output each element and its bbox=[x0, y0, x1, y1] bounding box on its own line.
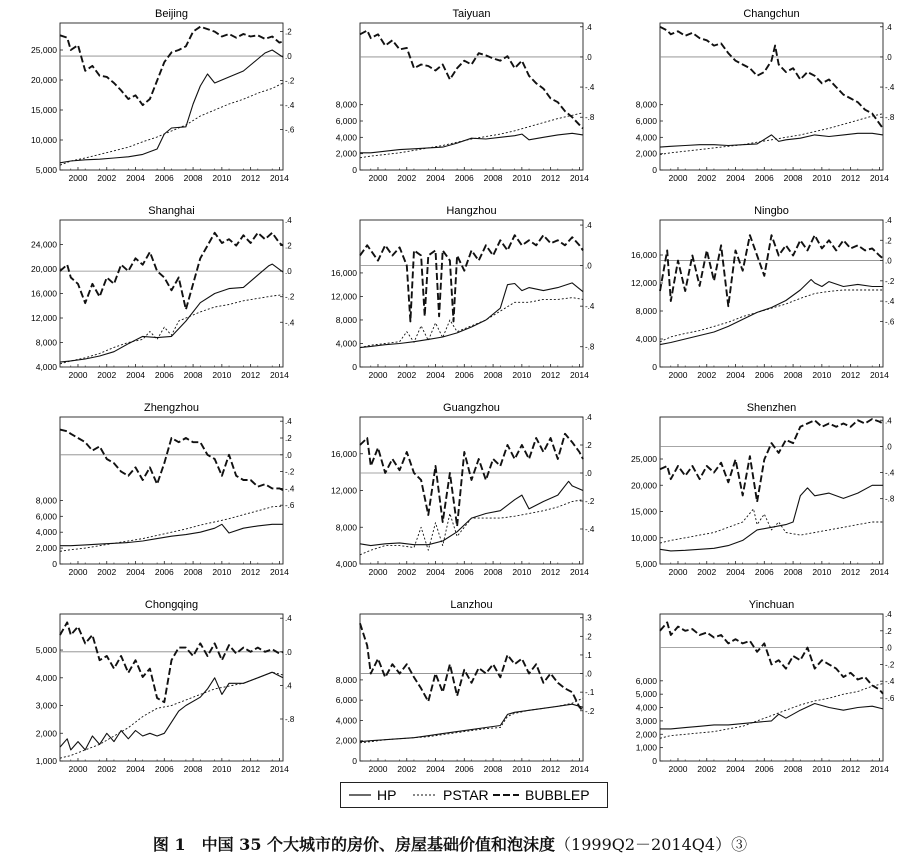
right-tick-label: -.2 bbox=[285, 76, 295, 86]
series-line-hp bbox=[60, 672, 283, 750]
series-line-hp bbox=[360, 133, 583, 153]
chart-title-yinchuan: Yinchuan bbox=[748, 599, 795, 611]
right-tick-label: -.2 bbox=[885, 660, 895, 670]
right-tick-label: .3 bbox=[585, 613, 592, 623]
x-tick-label: 2006 bbox=[154, 173, 174, 183]
chart-svg-shanghai bbox=[0, 197, 300, 394]
left-tick-label: 0 bbox=[652, 362, 657, 372]
x-tick-label: 2010 bbox=[512, 764, 532, 774]
legend-bubble-label: BUBBLEP bbox=[525, 787, 590, 803]
right-tick-label: -.2 bbox=[585, 706, 595, 716]
x-tick-label: 2010 bbox=[812, 370, 832, 380]
series-line-bubblep bbox=[60, 430, 283, 491]
left-tick-label: 0 bbox=[652, 165, 657, 175]
right-tick-label: .0 bbox=[285, 52, 292, 62]
caption-note: （1999Q2－2014Q4）③ bbox=[555, 835, 748, 854]
series-line-bubblep bbox=[360, 235, 583, 321]
left-tick-label: 4,000 bbox=[35, 527, 57, 538]
chart-panel-shenzhen bbox=[600, 394, 900, 591]
legend-hp-label: HP bbox=[377, 787, 397, 803]
x-tick-label: 2012 bbox=[241, 764, 261, 774]
right-tick-label: -.4 bbox=[885, 83, 895, 93]
right-tick-label: .0 bbox=[585, 469, 592, 478]
x-tick-label: 2008 bbox=[483, 370, 503, 380]
left-tick-label: 8,000 bbox=[335, 522, 357, 533]
x-tick-label: 2014 bbox=[569, 370, 589, 380]
series-line-hp bbox=[660, 704, 883, 729]
left-tick-label: 2,000 bbox=[635, 148, 657, 159]
series-line-bubblep bbox=[660, 419, 883, 502]
right-tick-label: .4 bbox=[285, 417, 292, 427]
left-tick-label: 2,000 bbox=[635, 729, 657, 740]
x-tick-label: 2004 bbox=[126, 764, 145, 774]
x-tick-label: 2000 bbox=[668, 764, 688, 774]
chart-panel-hangzhou bbox=[300, 197, 600, 394]
left-tick-label: 25,000 bbox=[631, 454, 657, 464]
x-tick-label: 2010 bbox=[212, 370, 232, 380]
left-tick-label: 4,000 bbox=[335, 559, 357, 569]
legend-svg bbox=[341, 783, 607, 807]
right-tick-label: .4 bbox=[885, 610, 892, 619]
left-tick-label: 6,000 bbox=[635, 675, 657, 686]
right-tick-label: -.4 bbox=[585, 83, 595, 93]
x-tick-label: 2012 bbox=[841, 370, 861, 380]
right-tick-label: .0 bbox=[585, 52, 592, 62]
left-tick-label: 1,000 bbox=[35, 756, 57, 766]
right-tick-label: -.8 bbox=[585, 342, 595, 352]
left-tick-label: 2,000 bbox=[35, 728, 57, 739]
x-tick-label: 2002 bbox=[697, 764, 717, 774]
x-tick-label: 2010 bbox=[812, 764, 832, 774]
series-line-pstar bbox=[660, 290, 883, 342]
series-line-pstar bbox=[360, 113, 583, 158]
x-tick-label: 2006 bbox=[154, 370, 174, 380]
left-tick-label: 5,000 bbox=[635, 559, 657, 569]
x-tick-label: 2008 bbox=[783, 764, 803, 774]
plot-frame bbox=[60, 614, 283, 761]
series-line-bubblep bbox=[660, 27, 883, 129]
left-tick-label: 16,000 bbox=[331, 448, 357, 459]
right-tick-label: .0 bbox=[285, 450, 292, 460]
x-tick-label: 2014 bbox=[869, 764, 889, 774]
x-tick-label: 2008 bbox=[483, 764, 503, 774]
left-tick-label: 2,000 bbox=[335, 148, 357, 159]
x-tick-label: 2000 bbox=[668, 173, 688, 183]
plot-frame bbox=[660, 23, 883, 170]
left-tick-label: 15,000 bbox=[31, 105, 57, 115]
left-tick-label: 4,000 bbox=[335, 715, 357, 726]
left-tick-label: 8,000 bbox=[635, 99, 657, 110]
series-line-hp bbox=[660, 485, 883, 551]
left-tick-label: 6,000 bbox=[635, 116, 657, 126]
x-tick-label: 2002 bbox=[697, 370, 717, 380]
chart-svg-taiyuan bbox=[300, 0, 600, 197]
plot-frame bbox=[60, 23, 283, 170]
right-tick-label: .0 bbox=[885, 442, 892, 452]
x-tick-label: 2004 bbox=[126, 370, 145, 380]
x-tick-label: 2006 bbox=[754, 764, 774, 774]
left-tick-label: 10,000 bbox=[631, 532, 657, 543]
chart-title-lanzhou: Lanzhou bbox=[450, 599, 493, 611]
x-tick-label: 2008 bbox=[783, 567, 803, 577]
right-tick-label: .2 bbox=[285, 27, 292, 37]
x-tick-label: 2008 bbox=[183, 764, 203, 774]
x-tick-label: 2014 bbox=[269, 567, 289, 577]
series-line-hp bbox=[360, 283, 583, 348]
left-tick-label: 4,000 bbox=[35, 362, 57, 372]
x-tick-label: 2002 bbox=[97, 370, 117, 380]
right-tick-label: -.1 bbox=[585, 688, 595, 698]
right-tick-label: -.2 bbox=[885, 276, 895, 286]
x-tick-label: 2014 bbox=[569, 173, 589, 183]
x-tick-label: 2004 bbox=[726, 370, 745, 380]
chart-panel-beijing bbox=[0, 0, 300, 197]
left-tick-label: 5,000 bbox=[635, 689, 657, 700]
x-tick-label: 2002 bbox=[397, 567, 417, 577]
left-tick-label: 8,000 bbox=[335, 674, 357, 685]
right-tick-label: .4 bbox=[285, 681, 292, 691]
x-tick-label: 2010 bbox=[212, 567, 232, 577]
right-tick-label: .4 bbox=[285, 614, 292, 624]
left-tick-label: 6,000 bbox=[35, 511, 57, 522]
x-tick-label: 2012 bbox=[841, 764, 861, 774]
x-tick-label: 2012 bbox=[841, 173, 861, 183]
x-tick-label: 2006 bbox=[454, 567, 474, 577]
left-tick-label: 20,000 bbox=[631, 480, 657, 491]
x-tick-label: 2008 bbox=[783, 370, 803, 380]
left-tick-label: 4,000 bbox=[335, 338, 357, 349]
right-tick-label: .0 bbox=[285, 647, 292, 657]
chart-title-changchun: Changchun bbox=[743, 8, 800, 20]
left-tick-label: 16,000 bbox=[331, 267, 357, 278]
left-tick-label: 8,000 bbox=[335, 314, 357, 325]
chart-panel-chongqing bbox=[0, 591, 300, 788]
x-tick-label: 2014 bbox=[569, 764, 589, 774]
chart-panel-shanghai bbox=[0, 197, 300, 394]
right-tick-label: .2 bbox=[585, 441, 592, 450]
x-tick-label: 2004 bbox=[126, 567, 145, 577]
x-tick-label: 2010 bbox=[512, 173, 532, 183]
series-line-bubblep bbox=[60, 622, 283, 702]
x-tick-label: 2010 bbox=[212, 764, 232, 774]
left-tick-label: 0 bbox=[652, 756, 657, 766]
series-line-pstar bbox=[360, 698, 583, 743]
right-tick-label: .2 bbox=[585, 632, 592, 642]
left-tick-label: 12,000 bbox=[631, 278, 657, 288]
x-tick-label: 2004 bbox=[726, 764, 745, 774]
x-tick-label: 2006 bbox=[454, 764, 474, 774]
right-tick-label: .4 bbox=[585, 221, 592, 231]
left-tick-label: 8,000 bbox=[635, 306, 657, 316]
series-line-pstar bbox=[660, 684, 883, 739]
chart-svg-beijing bbox=[0, 0, 300, 197]
x-tick-label: 2012 bbox=[541, 567, 561, 577]
x-tick-label: 2002 bbox=[397, 173, 417, 183]
right-tick-label: .4 bbox=[885, 216, 892, 225]
right-tick-label: .2 bbox=[885, 236, 892, 246]
series-line-hp bbox=[60, 264, 283, 362]
left-tick-label: 8,000 bbox=[35, 495, 57, 506]
chart-svg-hangzhou bbox=[300, 197, 600, 394]
x-tick-label: 2014 bbox=[569, 567, 589, 577]
left-tick-label: 3,000 bbox=[635, 715, 657, 726]
x-tick-label: 2014 bbox=[869, 567, 889, 577]
x-tick-label: 2000 bbox=[68, 567, 88, 577]
x-tick-label: 2004 bbox=[426, 370, 445, 380]
right-tick-label: .2 bbox=[885, 626, 892, 636]
left-tick-label: 8,000 bbox=[335, 99, 357, 110]
series-line-hp bbox=[660, 280, 883, 345]
chart-title-zhengzhou: Zhengzhou bbox=[143, 402, 200, 414]
right-tick-label: .4 bbox=[885, 416, 892, 426]
chart-svg-chongqing bbox=[0, 591, 300, 788]
right-tick-label: -.4 bbox=[285, 101, 295, 111]
legend-pstar-label: PSTAR bbox=[443, 787, 489, 803]
left-tick-label: 25,000 bbox=[31, 45, 57, 55]
right-tick-label: -.4 bbox=[585, 302, 595, 312]
chart-title-shenzhen: Shenzhen bbox=[746, 402, 797, 414]
x-tick-label: 2002 bbox=[97, 173, 117, 183]
right-tick-label: .4 bbox=[285, 216, 292, 225]
x-tick-label: 2014 bbox=[269, 370, 289, 380]
x-tick-label: 2012 bbox=[541, 764, 561, 774]
right-tick-label: .1 bbox=[585, 650, 592, 660]
x-tick-label: 2000 bbox=[668, 567, 688, 577]
left-tick-label: 4,000 bbox=[335, 132, 357, 143]
chart-svg-guangzhou bbox=[300, 394, 600, 591]
right-tick-label: -.8 bbox=[285, 715, 295, 724]
x-tick-label: 2000 bbox=[68, 764, 88, 774]
left-tick-label: 0 bbox=[352, 362, 357, 372]
left-tick-label: 15,000 bbox=[631, 506, 657, 517]
right-tick-label: .0 bbox=[885, 643, 892, 653]
left-tick-label: 4,000 bbox=[35, 672, 57, 683]
x-tick-label: 2000 bbox=[368, 567, 388, 577]
chart-panel-yinchuan bbox=[600, 591, 900, 788]
left-tick-label: 2,000 bbox=[335, 735, 357, 746]
left-tick-label: 4,000 bbox=[635, 334, 657, 344]
x-tick-label: 2008 bbox=[783, 173, 803, 183]
right-tick-label: .0 bbox=[585, 261, 592, 271]
x-tick-label: 2008 bbox=[483, 567, 503, 577]
series-line-hp bbox=[360, 481, 583, 545]
chart-panel-taiyuan bbox=[300, 0, 600, 197]
right-tick-label: .0 bbox=[885, 256, 892, 266]
left-tick-label: 5,000 bbox=[35, 645, 57, 656]
x-tick-label: 2012 bbox=[841, 567, 861, 577]
x-tick-label: 2004 bbox=[426, 764, 445, 774]
right-tick-label: -.2 bbox=[585, 497, 595, 506]
series-line-pstar bbox=[360, 500, 583, 555]
left-tick-label: 3,000 bbox=[35, 700, 57, 711]
x-tick-label: 2012 bbox=[241, 173, 261, 183]
x-tick-label: 2014 bbox=[869, 370, 889, 380]
right-tick-label: .4 bbox=[585, 22, 592, 32]
left-tick-label: 10,000 bbox=[31, 135, 57, 145]
series-line-bubblep bbox=[360, 623, 583, 711]
chart-panel-zhengzhou bbox=[0, 394, 300, 591]
chart-svg-lanzhou bbox=[300, 591, 600, 788]
series-line-bubblep bbox=[360, 434, 583, 526]
right-tick-label: -.4 bbox=[885, 468, 895, 478]
left-tick-label: 4,000 bbox=[635, 132, 657, 143]
figure-caption bbox=[0, 832, 900, 855]
right-tick-label: -.8 bbox=[885, 113, 895, 123]
series-line-pstar bbox=[60, 672, 283, 758]
caption-text: 图 1 中国 35 个大城市的房价、房屋基础价值和泡沫度 bbox=[152, 835, 556, 854]
x-tick-label: 2004 bbox=[726, 173, 745, 183]
right-tick-label: .4 bbox=[885, 22, 892, 32]
x-tick-label: 2002 bbox=[397, 764, 417, 774]
left-tick-label: 16,000 bbox=[31, 288, 57, 299]
series-line-hp bbox=[60, 524, 283, 545]
chart-panel-changchun bbox=[600, 0, 900, 197]
right-tick-label: -.4 bbox=[285, 318, 295, 328]
right-tick-label: .2 bbox=[285, 434, 292, 443]
x-tick-label: 2004 bbox=[426, 173, 445, 183]
series-line-pstar bbox=[660, 509, 883, 543]
left-tick-label: 24,000 bbox=[31, 239, 57, 250]
right-tick-label: -.6 bbox=[285, 125, 295, 135]
chart-title-ningbo: Ningbo bbox=[754, 205, 789, 217]
x-tick-label: 2010 bbox=[812, 567, 832, 577]
left-tick-label: 6,000 bbox=[335, 116, 357, 126]
chart-title-beijing: Beijing bbox=[154, 8, 189, 20]
x-tick-label: 2002 bbox=[697, 567, 717, 577]
x-tick-label: 2008 bbox=[183, 173, 203, 183]
x-tick-label: 2014 bbox=[269, 764, 289, 774]
x-tick-label: 2008 bbox=[483, 173, 503, 183]
right-tick-label: -.4 bbox=[585, 525, 595, 534]
right-tick-label: -.6 bbox=[285, 501, 295, 511]
x-tick-label: 2012 bbox=[541, 173, 561, 183]
series-line-bubblep bbox=[660, 622, 883, 693]
plot-frame bbox=[660, 417, 883, 564]
x-tick-label: 2010 bbox=[512, 370, 532, 380]
left-tick-label: 0 bbox=[52, 559, 57, 569]
x-tick-label: 2006 bbox=[454, 370, 474, 380]
x-tick-label: 2014 bbox=[869, 173, 889, 183]
chart-svg-ningbo bbox=[600, 197, 900, 394]
x-tick-label: 2006 bbox=[154, 764, 174, 774]
left-tick-label: 1,000 bbox=[635, 742, 657, 753]
plot-frame bbox=[660, 614, 883, 761]
series-line-pstar bbox=[360, 298, 583, 348]
legend bbox=[340, 782, 608, 808]
x-tick-label: 2010 bbox=[212, 173, 232, 183]
x-tick-label: 2002 bbox=[697, 173, 717, 183]
series-line-bubblep bbox=[360, 31, 583, 129]
x-tick-label: 2006 bbox=[754, 370, 774, 380]
x-tick-label: 2000 bbox=[668, 370, 688, 380]
x-tick-label: 2000 bbox=[368, 173, 388, 183]
right-tick-label: -.4 bbox=[885, 297, 895, 307]
left-tick-label: 20,000 bbox=[31, 264, 57, 274]
x-tick-label: 2006 bbox=[454, 173, 474, 183]
right-tick-label: .2 bbox=[285, 241, 292, 251]
left-tick-label: 2,000 bbox=[35, 543, 57, 554]
x-tick-label: 2006 bbox=[754, 173, 774, 183]
x-tick-label: 2000 bbox=[68, 173, 88, 183]
x-tick-label: 2012 bbox=[241, 567, 261, 577]
chart-svg-changchun bbox=[600, 0, 900, 197]
chart-panel-lanzhou bbox=[300, 591, 600, 788]
right-tick-label: .0 bbox=[885, 52, 892, 62]
left-tick-label: 12,000 bbox=[31, 313, 57, 323]
x-tick-label: 2004 bbox=[726, 567, 745, 577]
chart-svg-zhengzhou bbox=[0, 394, 300, 591]
left-tick-label: 5,000 bbox=[35, 165, 57, 175]
plot-frame bbox=[660, 220, 883, 367]
right-tick-label: -.6 bbox=[885, 317, 895, 327]
chart-title-guangzhou: Guangzhou bbox=[443, 402, 500, 414]
right-tick-label: -.8 bbox=[585, 113, 595, 123]
x-tick-label: 2000 bbox=[368, 370, 388, 380]
x-tick-label: 2010 bbox=[512, 567, 532, 577]
x-tick-label: 2006 bbox=[154, 567, 174, 577]
chart-svg-yinchuan bbox=[600, 591, 900, 788]
chart-panel-ningbo bbox=[600, 197, 900, 394]
x-tick-label: 2014 bbox=[269, 173, 289, 183]
right-tick-label: .4 bbox=[585, 413, 592, 422]
x-tick-label: 2006 bbox=[754, 567, 774, 577]
x-tick-label: 2004 bbox=[426, 567, 445, 577]
x-tick-label: 2012 bbox=[241, 370, 261, 380]
x-tick-label: 2002 bbox=[97, 764, 117, 774]
x-tick-label: 2002 bbox=[397, 370, 417, 380]
chart-title-shanghai: Shanghai bbox=[148, 205, 195, 217]
left-tick-label: 4,000 bbox=[635, 702, 657, 713]
right-tick-label: -.2 bbox=[285, 467, 295, 477]
x-tick-label: 2012 bbox=[541, 370, 561, 380]
x-tick-label: 2010 bbox=[812, 173, 832, 183]
left-tick-label: 12,000 bbox=[331, 291, 357, 302]
x-tick-label: 2008 bbox=[183, 567, 203, 577]
series-line-bubblep bbox=[660, 235, 883, 306]
series-line-hp bbox=[360, 704, 583, 742]
right-tick-label: -.8 bbox=[885, 494, 895, 504]
right-tick-label: -.2 bbox=[285, 292, 295, 302]
left-tick-label: 6,000 bbox=[335, 695, 357, 706]
chart-title-chongqing: Chongqing bbox=[144, 599, 199, 611]
chart-title-taiyuan: Taiyuan bbox=[452, 8, 491, 20]
chart-title-hangzhou: Hangzhou bbox=[446, 205, 497, 217]
left-tick-label: 20,000 bbox=[31, 75, 57, 85]
right-tick-label: -.6 bbox=[885, 694, 895, 703]
right-tick-label: -.4 bbox=[885, 677, 895, 687]
right-tick-label: .0 bbox=[585, 669, 592, 679]
chart-panel-guangzhou bbox=[300, 394, 600, 591]
left-tick-label: 0 bbox=[352, 165, 357, 175]
chart-svg-shenzhen bbox=[600, 394, 900, 591]
x-tick-label: 2004 bbox=[126, 173, 145, 183]
left-tick-label: 16,000 bbox=[631, 250, 657, 260]
right-tick-label: -.4 bbox=[285, 484, 295, 494]
left-tick-label: 12,000 bbox=[331, 485, 357, 496]
left-tick-label: 8,000 bbox=[35, 337, 57, 348]
x-tick-label: 2002 bbox=[97, 567, 117, 577]
x-tick-label: 2000 bbox=[68, 370, 88, 380]
left-tick-label: 0 bbox=[352, 756, 357, 766]
right-tick-label: .0 bbox=[285, 267, 292, 277]
series-line-pstar bbox=[60, 83, 283, 165]
x-tick-label: 2008 bbox=[183, 370, 203, 380]
x-tick-label: 2000 bbox=[368, 764, 388, 774]
series-line-pstar bbox=[60, 295, 283, 364]
